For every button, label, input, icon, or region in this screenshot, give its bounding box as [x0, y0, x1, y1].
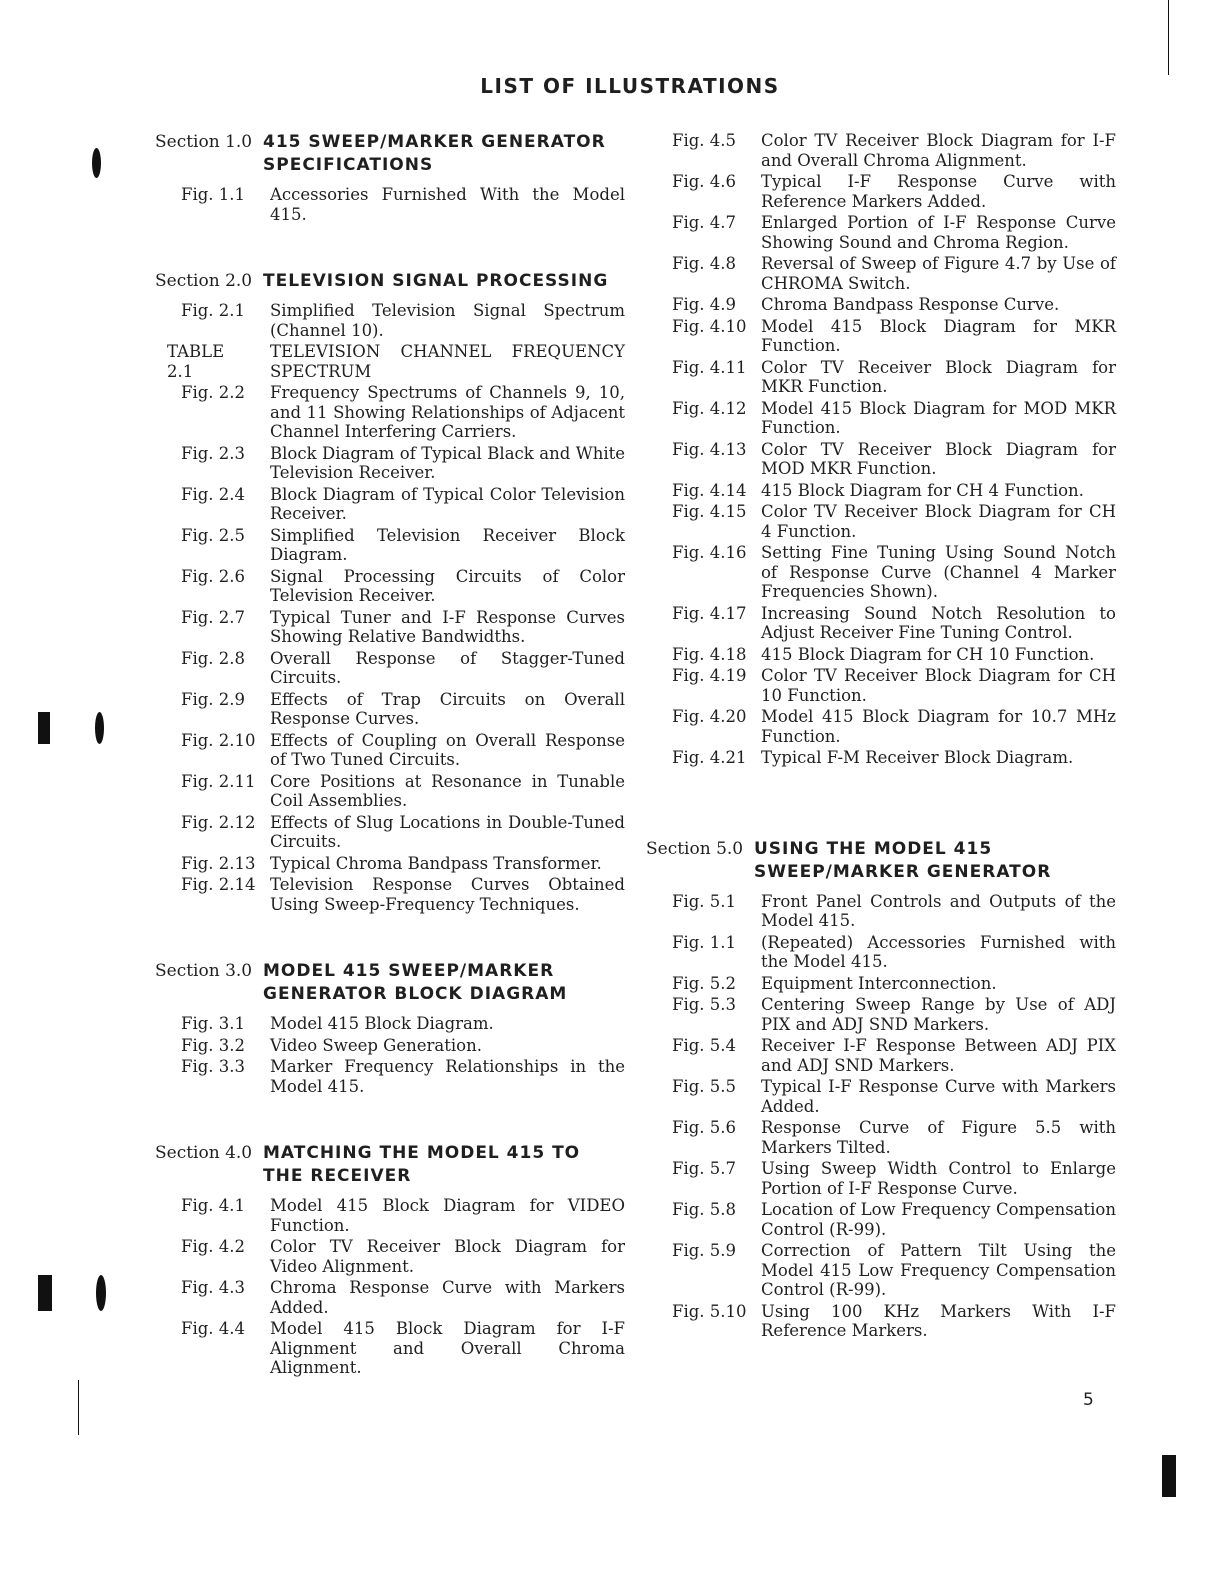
figure-number: Fig. 4.14: [672, 480, 747, 500]
figure-caption: Color TV Receiver Block Diagram for MOD MKR Function.: [761, 439, 1116, 478]
figure-number: TABLE 2.1: [167, 342, 225, 381]
figure-number: Fig. 4.3: [181, 1278, 246, 1297]
figure-entry: [155, 1057, 625, 1096]
figure-number-cell: [155, 813, 269, 852]
figure-number: Fig. 2.10: [181, 730, 256, 750]
figure-caption: Receiver I-F Response Between ADJ PIX and ADJ SND Markers.: [761, 1036, 1116, 1075]
figure-number: Fig. 2.11: [181, 771, 256, 791]
figure-number-cell: [646, 358, 760, 397]
figure-number: Fig. 4.7: [672, 213, 737, 232]
figure-number-cell: [646, 1241, 760, 1300]
figure-number: Fig. 5.8: [672, 1200, 737, 1219]
figure-entry: [155, 301, 625, 340]
figure-caption: Model 415 Block Diagram for 10.7 MHz Function.: [761, 707, 1116, 746]
figure-number-cell: [646, 131, 760, 170]
figure-number: Fig. 1.1: [672, 932, 737, 952]
figure-entry: [155, 875, 625, 914]
figure-number: Fig. 2.3: [181, 443, 246, 463]
section-number: Section 1.0: [155, 132, 253, 152]
scan-mark: [96, 1275, 106, 1311]
figure-caption: Equipment Interconnection.: [761, 973, 997, 993]
figure-number-cell: [155, 1036, 269, 1056]
figure-number-cell: [155, 567, 269, 606]
figure-number: Fig. 3.3: [181, 1057, 246, 1076]
figure-number-cell: [646, 440, 760, 479]
figure-caption: Block Diagram of Typical Black and White Television Receiver.: [270, 443, 625, 482]
spacer: [155, 916, 625, 960]
figure-caption: Centering Sweep Range by Use of ADJ PIX and ADJ SND Markers.: [761, 995, 1116, 1034]
figure-entry: [646, 131, 1116, 170]
section-title: MODEL 415 SWEEP/MARKER GENERATOR BLOCK DIAGRAM: [263, 961, 568, 1004]
figure-number-cell: [646, 1077, 760, 1116]
figure-number: Fig. 5.2: [672, 973, 737, 993]
figure-caption: Marker Frequency Relationships in the Model 415.: [270, 1057, 625, 1096]
figure-entry: [155, 444, 625, 483]
figure-caption: Model 415 Block Diagram for VIDEO Function.: [270, 1196, 625, 1235]
figure-number: Fig. 4.2: [181, 1237, 246, 1256]
figure-caption: Response Curve of Figure 5.5 with Markers Tilted.: [761, 1118, 1116, 1157]
figure-number-cell: [646, 317, 760, 356]
figure-caption: Color TV Receiver Block Diagram for CH 4 Function.: [761, 502, 1116, 541]
section-number: Section 2.0: [155, 271, 253, 291]
figure-entry: [155, 1036, 625, 1056]
figure-caption: Color TV Receiver Block Diagram for CH 10 Function.: [761, 666, 1116, 705]
figure-number-cell: [646, 645, 760, 665]
section-heading: [155, 1142, 625, 1188]
figure-entry: [155, 731, 625, 770]
left-column: [155, 131, 625, 1380]
figure-entry: [155, 813, 625, 852]
figure-number: Fig. 4.16: [672, 543, 747, 562]
figure-number-cell: [155, 1278, 269, 1317]
figure-caption: Simplified Television Receiver Block Diagram.: [270, 525, 625, 564]
figure-number-cell: [155, 649, 269, 688]
figure-entry: [646, 892, 1116, 931]
figure-number: Fig. 4.9: [672, 295, 737, 314]
figure-entry: [155, 342, 625, 381]
scan-edge: [1168, 0, 1169, 75]
figure-number: Fig. 4.19: [672, 666, 747, 685]
figure-entry: [646, 1159, 1116, 1198]
figure-entry: [646, 748, 1116, 768]
figure-number-cell: [155, 526, 269, 565]
figure-caption: Setting Fine Tuning Using Sound Notch of Response Curve (Channel 4 Marker Frequencies Shown).: [761, 543, 1116, 601]
figure-number: Fig. 2.6: [181, 566, 246, 586]
scan-mark: [95, 712, 104, 744]
section-heading: [646, 838, 1116, 884]
figure-entry: [646, 1200, 1116, 1239]
figure-caption: Model 415 Block Diagram for MOD MKR Function.: [761, 398, 1116, 437]
spacer: [646, 770, 1116, 838]
figure-number: Fig. 4.1: [181, 1196, 246, 1215]
figure-number-cell: [155, 301, 269, 340]
scan-mark: [38, 712, 50, 744]
figure-caption: Television Response Curves Obtained Using Sweep-Frequency Techniques.: [270, 875, 625, 914]
figure-caption: Using Sweep Width Control to Enlarge Portion of I-F Response Curve.: [761, 1159, 1116, 1198]
figure-caption: Location of Low Frequency Compensation Control (R-99).: [761, 1200, 1116, 1239]
figure-caption: Enlarged Portion of I-F Response Curve Showing Sound and Chroma Region.: [761, 213, 1116, 252]
figure-number: Fig. 4.4: [181, 1319, 246, 1338]
figure-number: Fig. 5.10: [672, 1301, 747, 1321]
figure-number-cell: [646, 1036, 760, 1075]
figure-caption: 415 Block Diagram for CH 4 Function.: [761, 480, 1084, 500]
page-number: 5: [1083, 1390, 1094, 1410]
figure-caption: Simplified Television Signal Spectrum (Channel 10).: [270, 301, 625, 340]
figure-caption: Accessories Furnished With the Model 415.: [270, 185, 625, 224]
figure-number: Fig. 2.1: [181, 301, 246, 320]
figure-number-cell: [155, 875, 269, 914]
figure-caption: Increasing Sound Notch Resolution to Adjust Receiver Fine Tuning Control.: [761, 603, 1116, 642]
section-heading: [155, 131, 625, 177]
figure-caption: Frequency Spectrums of Channels 9, 10, and 11 Showing Relationships of Adjacent Channel Interfering Carriers.: [270, 383, 625, 441]
figure-number-cell: [646, 933, 760, 972]
figure-entry: [155, 772, 625, 811]
figure-entry: [646, 1241, 1116, 1300]
figure-number-cell: [646, 502, 760, 541]
figure-caption: Effects of Coupling on Overall Response of Two Tuned Circuits.: [270, 730, 625, 769]
figure-caption: Front Panel Controls and Outputs of the Model 415.: [761, 891, 1116, 930]
figure-caption: Color TV Receiver Block Diagram for Video Alignment.: [270, 1237, 625, 1276]
figure-number: Fig. 1.1: [181, 185, 246, 204]
figure-entry: [155, 854, 625, 874]
figure-caption: Block Diagram of Typical Color Television Receiver.: [270, 484, 625, 523]
figure-number-cell: [155, 444, 269, 483]
figure-number-cell: [155, 608, 269, 647]
figure-number-cell: [155, 185, 269, 224]
figure-entry: [646, 995, 1116, 1034]
figure-number: Fig. 3.2: [181, 1035, 246, 1055]
figure-number: Fig. 4.12: [672, 398, 747, 418]
figure-number-cell: [155, 1014, 269, 1034]
figure-entry: [646, 358, 1116, 397]
figure-caption: Effects of Slug Locations in Double-Tuned Circuits.: [270, 812, 625, 851]
figure-caption: Typical Chroma Bandpass Transformer.: [270, 853, 602, 873]
figure-number: Fig. 5.1: [672, 891, 737, 911]
figure-number-cell: [155, 485, 269, 524]
figure-number-cell: [155, 690, 269, 729]
figure-entry: [646, 645, 1116, 665]
figure-caption: Typical Tuner and I-F Response Curves Showing Relative Bandwidths.: [270, 607, 625, 646]
figure-number-cell: [646, 254, 760, 293]
figure-entry: [646, 502, 1116, 541]
figure-caption: Signal Processing Circuits of Color Television Receiver.: [270, 566, 625, 605]
figure-caption: Effects of Trap Circuits on Overall Response Curves.: [270, 689, 625, 728]
figure-entry: [155, 1237, 625, 1276]
figure-number-cell: [646, 213, 760, 252]
figure-number: Fig. 2.9: [181, 689, 246, 709]
figure-number-cell: [646, 481, 760, 501]
scan-mark: [1162, 1455, 1176, 1497]
figure-number-cell: [646, 1200, 760, 1239]
figure-entry: [646, 172, 1116, 211]
figure-number-cell: [646, 974, 760, 994]
figure-caption: 415 Block Diagram for CH 10 Function.: [761, 644, 1095, 664]
spacer: [155, 1098, 625, 1142]
figure-caption: Typical I-F Response Curve with Markers Added.: [761, 1077, 1116, 1116]
figure-entry: [646, 440, 1116, 479]
figure-entry: [646, 933, 1116, 972]
section-heading: [155, 960, 625, 1006]
figure-number-cell: [155, 1057, 269, 1096]
figure-caption: Model 415 Block Diagram for I-F Alignment and Overall Chroma Alignment.: [270, 1319, 625, 1377]
spacer: [155, 226, 625, 270]
figure-entry: [646, 317, 1116, 356]
figure-number: Fig. 5.4: [672, 1036, 737, 1055]
figure-number: Fig. 3.1: [181, 1014, 246, 1033]
figure-entry: [155, 485, 625, 524]
figure-number: Fig. 5.9: [672, 1241, 737, 1260]
figure-number: Fig. 2.13: [181, 853, 256, 873]
figure-entry: [155, 690, 625, 729]
figure-number-cell: [155, 1237, 269, 1276]
figure-number-cell: [646, 1118, 760, 1157]
figure-caption: Overall Response of Stagger-Tuned Circuits.: [270, 648, 625, 687]
figure-number: Fig. 4.5: [672, 131, 737, 150]
figure-entry: [155, 1319, 625, 1378]
figure-number: Fig. 4.15: [672, 502, 747, 521]
figure-number: Fig. 4.17: [672, 603, 747, 623]
figure-entry: [155, 1278, 625, 1317]
figure-entry: [646, 1036, 1116, 1075]
figure-entry: [646, 254, 1116, 293]
figure-number-cell: [646, 1159, 760, 1198]
section-heading: [155, 270, 625, 293]
figure-number: Fig. 4.6: [672, 172, 737, 191]
figure-entry: [646, 399, 1116, 438]
figure-number: Fig. 2.4: [181, 484, 246, 504]
page-title: LIST OF ILLUSTRATIONS: [480, 74, 780, 98]
figure-entry: [155, 1014, 625, 1034]
figure-number-cell: [646, 666, 760, 705]
figure-caption: Model 415 Block Diagram for MKR Function.: [761, 316, 1116, 355]
scan-mark: [92, 148, 101, 178]
figure-entry: [646, 213, 1116, 252]
section-title: 415 SWEEP/MARKER GENERATOR SPECIFICATIONS: [263, 132, 606, 175]
section-number: Section 5.0: [646, 838, 744, 859]
figure-number-cell: [155, 731, 269, 770]
figure-caption: Reversal of Sweep of Figure 4.7 by Use of CHROMA Switch.: [761, 254, 1116, 293]
figure-number-cell: [155, 342, 269, 381]
figure-entry: [646, 295, 1116, 315]
figure-entry: [646, 604, 1116, 643]
figure-number: Fig. 4.21: [672, 748, 747, 767]
section-title: MATCHING THE MODEL 415 TO THE RECEIVER: [263, 1143, 581, 1186]
figure-entry: [646, 666, 1116, 705]
figure-number: Fig. 2.14: [181, 875, 256, 894]
scan-edge: [78, 1380, 79, 1435]
section-title: USING THE MODEL 415 SWEEP/MARKER GENERATOR: [754, 838, 1052, 882]
figure-number: Fig. 4.20: [672, 707, 747, 726]
figure-entry: [646, 481, 1116, 501]
figure-number: Fig. 5.7: [672, 1159, 737, 1178]
figure-number-cell: [646, 399, 760, 438]
figure-number-cell: [646, 707, 760, 746]
figure-entry: [646, 974, 1116, 994]
figure-number-cell: [646, 543, 760, 602]
figure-number-cell: [646, 295, 760, 315]
figure-number: Fig. 5.5: [672, 1077, 737, 1096]
figure-entry: [646, 707, 1116, 746]
figure-number: Fig. 4.10: [672, 316, 747, 336]
figure-entry: [646, 1077, 1116, 1116]
figure-caption: Chroma Response Curve with Markers Added.: [270, 1278, 625, 1317]
figure-entry: [646, 1302, 1116, 1341]
figure-number: Fig. 4.11: [672, 357, 747, 377]
figure-number-cell: [646, 172, 760, 211]
figure-caption: Video Sweep Generation.: [270, 1035, 482, 1055]
figure-number: Fig. 5.3: [672, 995, 737, 1014]
figure-number: Fig. 2.7: [181, 607, 246, 627]
figure-number-cell: [646, 995, 760, 1034]
figure-caption: Typical F-M Receiver Block Diagram.: [761, 748, 1074, 767]
figure-entry: [155, 383, 625, 442]
figure-number-cell: [646, 748, 760, 768]
figure-entry: [646, 543, 1116, 602]
figure-caption: TELEVISION CHANNEL FREQUENCY SPECTRUM: [270, 342, 625, 381]
section-title: TELEVISION SIGNAL PROCESSING: [263, 271, 609, 291]
figure-entry: [155, 1196, 625, 1235]
figure-number: Fig. 5.6: [672, 1118, 737, 1137]
right-column: [646, 131, 1116, 1343]
figure-number: Fig. 2.2: [181, 383, 246, 402]
section-number: Section 4.0: [155, 1143, 253, 1163]
figure-entry: [155, 567, 625, 606]
scan-mark: [38, 1275, 52, 1311]
figure-number: Fig. 4.13: [672, 439, 747, 459]
figure-number: Fig. 2.5: [181, 525, 246, 545]
figure-number-cell: [155, 1319, 269, 1378]
figure-entry: [155, 649, 625, 688]
figure-number: Fig. 4.18: [672, 644, 747, 664]
figure-number: Fig. 2.8: [181, 648, 246, 668]
figure-caption: Typical I-F Response Curve with Reference Markers Added.: [761, 172, 1116, 211]
figure-caption: Model 415 Block Diagram.: [270, 1014, 494, 1033]
figure-number-cell: [155, 1196, 269, 1235]
figure-number: Fig. 4.8: [672, 254, 737, 273]
figure-entry: [155, 608, 625, 647]
figure-caption: Core Positions at Resonance in Tunable Coil Assemblies.: [270, 771, 625, 810]
figure-caption: Color TV Receiver Block Diagram for I-F and Overall Chroma Alignment.: [761, 131, 1116, 170]
figure-caption: Correction of Pattern Tilt Using the Model 415 Low Frequency Compensation Control (R-99).: [761, 1241, 1116, 1299]
figure-caption: (Repeated) Accessories Furnished with the Model 415.: [761, 932, 1116, 971]
figure-number-cell: [646, 604, 760, 643]
figure-caption: Color TV Receiver Block Diagram for MKR Function.: [761, 357, 1116, 396]
figure-entry: [155, 185, 625, 224]
figure-entry: [155, 526, 625, 565]
figure-number-cell: [646, 892, 760, 931]
figure-number-cell: [646, 1302, 760, 1341]
figure-number-cell: [155, 772, 269, 811]
section-number: Section 3.0: [155, 961, 253, 981]
figure-number: Fig. 2.12: [181, 812, 256, 832]
figure-caption: Using 100 KHz Markers With I-F Reference Markers.: [761, 1301, 1116, 1340]
figure-number-cell: [155, 383, 269, 442]
figure-caption: Chroma Bandpass Response Curve.: [761, 295, 1060, 314]
figure-number-cell: [155, 854, 269, 874]
figure-entry: [646, 1118, 1116, 1157]
